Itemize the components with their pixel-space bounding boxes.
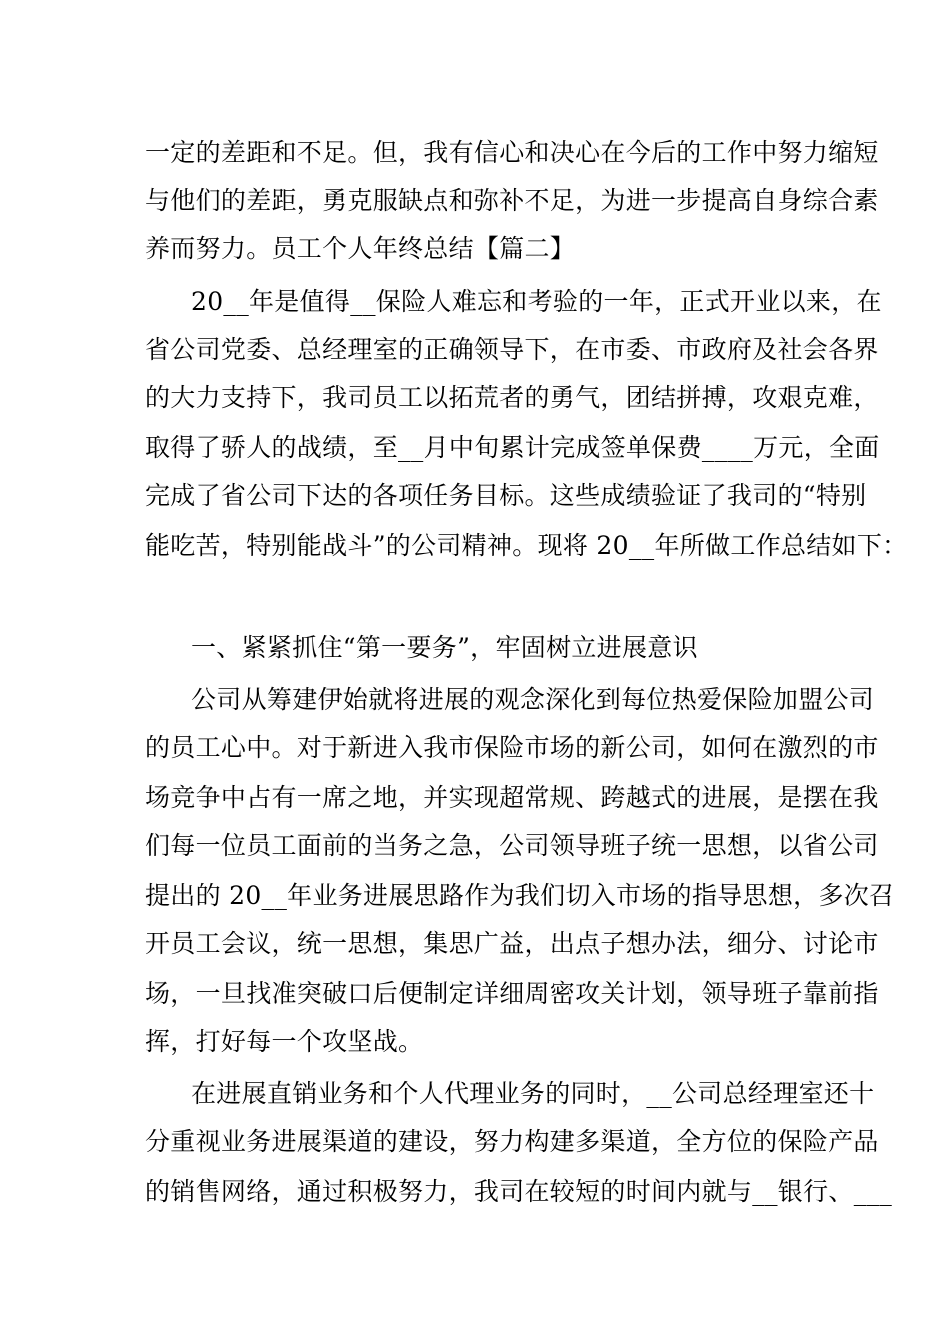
text-line: 养而努力。员工个人年终总结【篇二】 (145, 234, 576, 263)
text-line: 省公司党委、总经理室的正确领导下，在市委、市政府及社会各界 (145, 335, 879, 364)
text-line: 场竞争中占有一席之地，并实现超常规、跨越式的进展，是摆在我 (145, 783, 879, 812)
section-heading: 一、紧紧抓住“第一要务”，牢固树立进展意识 (191, 633, 698, 662)
text-line: 取得了骄人的战绩，至__月中旬累计完成签单保费____万元，全面 (145, 433, 880, 462)
text-line: 场，一旦找准突破口后便制定详细周密攻关计划，领导班子靠前指 (145, 979, 879, 1008)
text-line: 们每一位员工面前的当务之急，公司领导班子统一思想，以省公司 (145, 831, 879, 860)
paragraph-start-line: 公司从筹建伊始就将进展的观念深化到每位热爱保险加盟公司 (191, 685, 875, 714)
text-line: 的大力支持下，我司员工以拓荒者的勇气，团结拼搏，攻艰克难， (145, 383, 879, 412)
text-line: 的员工心中。对于新进入我市保险市场的新公司，如何在激烈的市 (145, 733, 879, 762)
paragraph-start-line: 20__年是值得__保险人难忘和考验的一年，正式开业以来，在 (191, 287, 882, 316)
text-line: 完成了省公司下达的各项任务目标。这些成绩验证了我司的“特别 (145, 481, 867, 510)
text-line: 开员工会议，统一思想，集思广益，出点子想办法，细分、讨论市 (145, 929, 879, 958)
text-line: 挥，打好每一个攻坚战。 (145, 1027, 424, 1056)
text-line: 的销售网络，通过积极努力，我司在较短的时间内就与__银行、___ (145, 1177, 893, 1206)
text-line: 能吃苦，特别能战斗”的公司精神。现将 20__年所做工作总结如下： (145, 531, 908, 560)
text-line: 分重视业务进展渠道的建设，努力构建多渠道，全方位的保险产品 (145, 1127, 879, 1156)
paragraph-start-line: 在进展直销业务和个人代理业务的同时，__公司总经理室还十 (191, 1079, 875, 1108)
text-line: 提出的 20__年业务进展思路作为我们切入市场的指导思想，多次召 (145, 881, 895, 910)
text-line: 与他们的差距，勇克服缺点和弥补不足，为进一步提高自身综合素 (145, 186, 879, 215)
text-line: 一定的差距和不足。但，我有信心和决心在今后的工作中努力缩短 (145, 138, 879, 167)
